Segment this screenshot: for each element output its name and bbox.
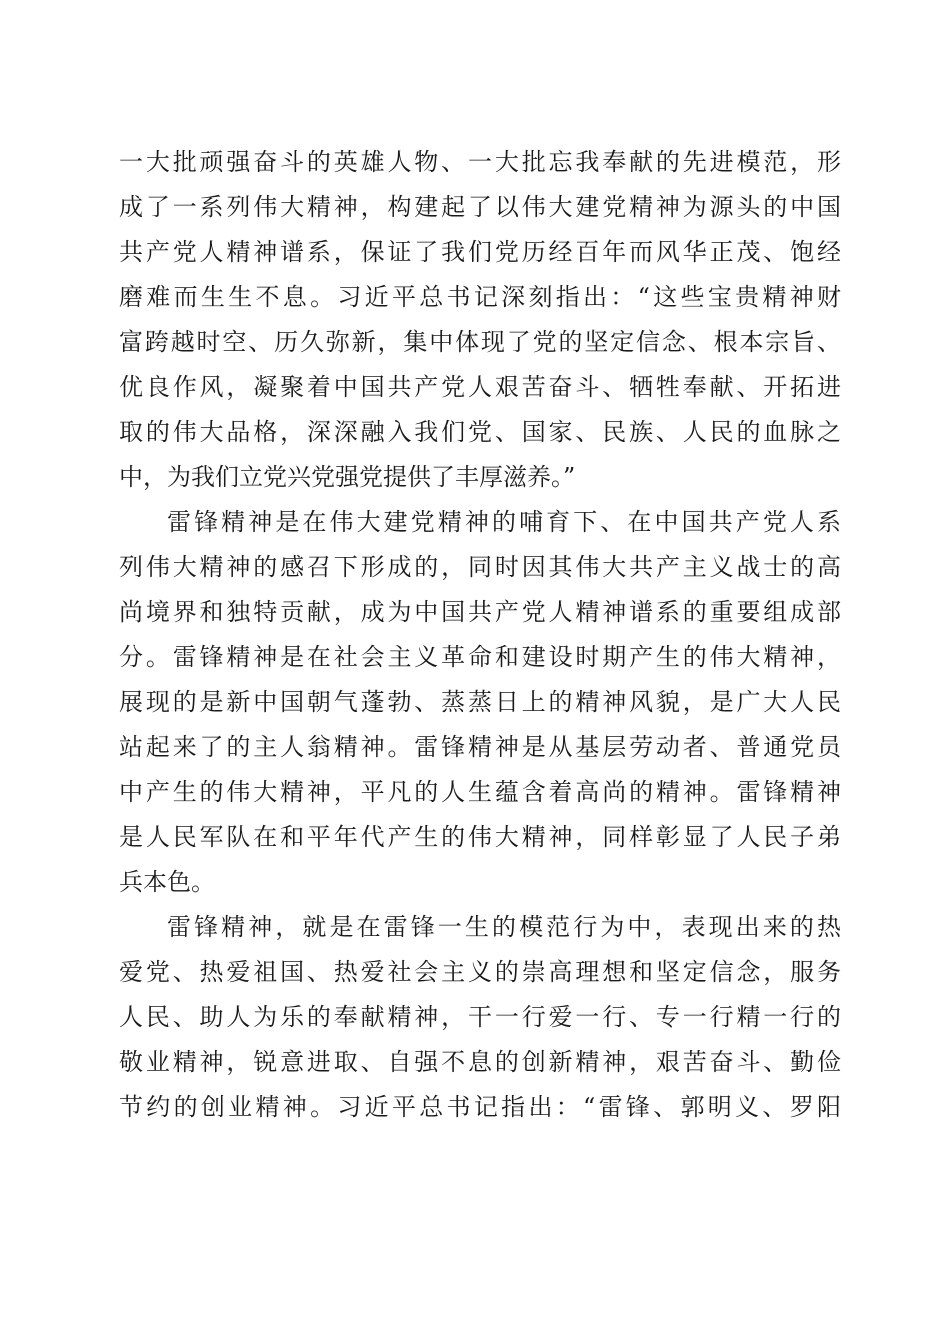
text-line: 取的伟大品格，深深融入我们党、国家、民族、人民的血脉之	[119, 418, 841, 446]
text-line: 富跨越时空、历久弥新，集中体现了党的坚定信念、根本宗旨、	[119, 328, 841, 356]
text-line: 分。雷锋精神是在社会主义革命和建设时期产生的伟大精神，	[119, 643, 841, 671]
text-line: 成了一系列伟大精神，构建起了以伟大建党精神为源头的中国	[119, 193, 841, 221]
text-line: 人民、助人为乐的奉献精神，干一行爱一行、专一行精一行的	[119, 1003, 841, 1031]
text-line: 节约的创业精神。习近平总书记指出：“雷锋、郭明义、罗阳	[119, 1093, 841, 1121]
paragraph-start-line: 雷锋精神，就是在雷锋一生的模范行为中，表现出来的热	[167, 913, 841, 941]
paragraph-start-line: 雷锋精神是在伟大建党精神的哺育下、在中国共产党人系	[167, 508, 841, 536]
text-line: 一大批顽强奋斗的英雄人物、一大批忘我奉献的先进模范，形	[119, 148, 841, 176]
text-line: 展现的是新中国朝气蓬勃、蒸蒸日上的精神风貌，是广大人民	[119, 688, 841, 716]
text-line: 是人民军队在和平年代产生的伟大精神，同样彰显了人民子弟	[119, 823, 841, 851]
text-line: 兵本色。	[119, 868, 215, 896]
text-line: 列伟大精神的感召下形成的，同时因其伟大共产主义战士的高	[119, 553, 841, 581]
text-line: 优良作风，凝聚着中国共产党人艰苦奋斗、牺牲奉献、开拓进	[119, 373, 841, 401]
text-line: 敬业精神，锐意进取、自强不息的创新精神，艰苦奋斗、勤俭	[119, 1048, 841, 1076]
text-line: 共产党人精神谱系，保证了我们党历经百年而风华正茂、饱经	[119, 238, 841, 266]
text-line: 爱党、热爱祖国、热爱社会主义的崇高理想和坚定信念，服务	[119, 958, 841, 986]
text-line: 站起来了的主人翁精神。雷锋精神是从基层劳动者、普通党员	[119, 733, 841, 761]
text-line: 磨难而生生不息。习近平总书记深刻指出：“这些宝贵精神财	[119, 283, 841, 311]
text-line: 中产生的伟大精神，平凡的人生蕴含着高尚的精神。雷锋精神	[119, 778, 841, 806]
text-line: 中，为我们立党兴党强党提供了丰厚滋养。”	[119, 463, 576, 491]
text-line: 尚境界和独特贡献，成为中国共产党人精神谱系的重要组成部	[119, 598, 841, 626]
